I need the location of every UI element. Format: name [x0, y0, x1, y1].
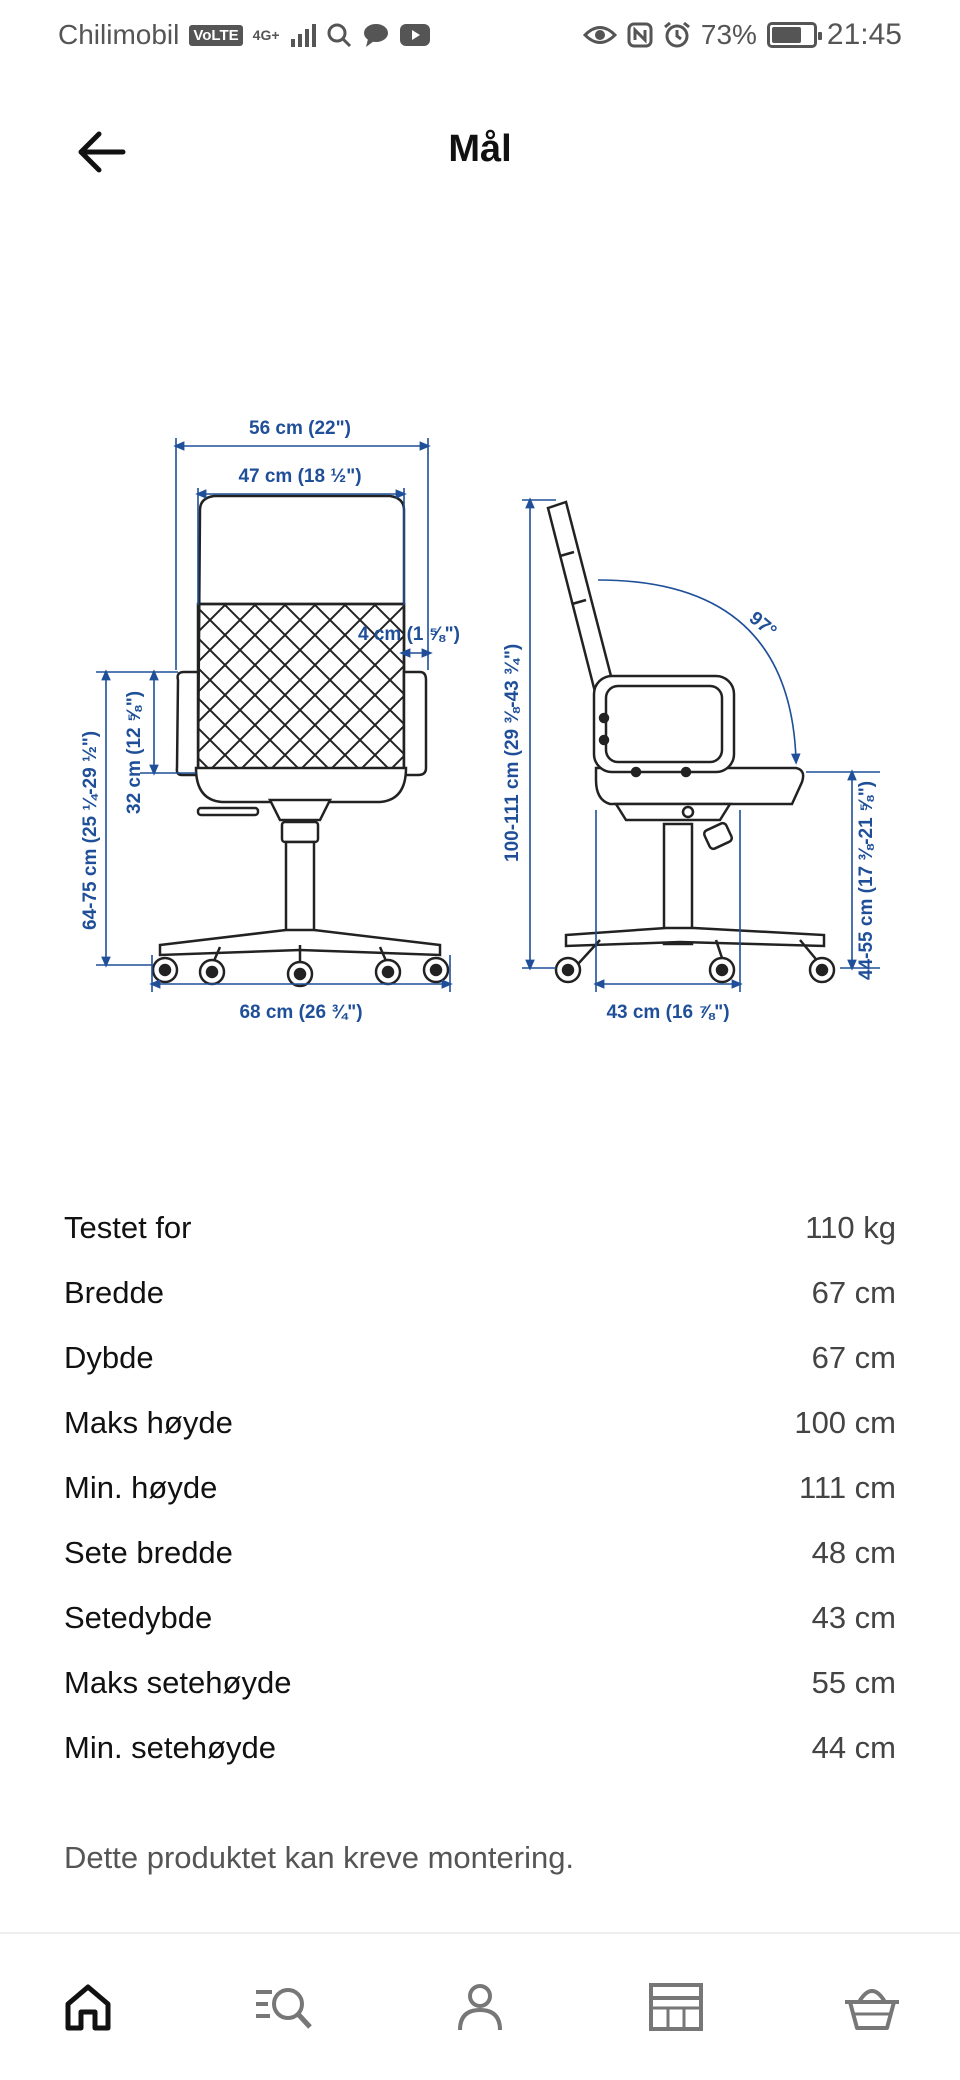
youtube-icon — [400, 24, 430, 46]
dim-seat-height: 44-55 cm (17 ⅜-21 ⅝") — [856, 780, 877, 980]
store-icon — [648, 1982, 704, 2032]
dim-seat-depth: 43 cm (16 ⅞") — [606, 1002, 730, 1023]
search-status-icon — [326, 22, 352, 48]
spec-row — [64, 1260, 896, 1325]
dim-base-width: 68 cm (26 ¾") — [239, 1002, 363, 1023]
spec-label: Maks setehøyde — [64, 1664, 292, 1700]
spec-row — [64, 1715, 896, 1780]
spec-label: Maks høyde — [64, 1404, 233, 1440]
spec-label: Min. setehøyde — [64, 1729, 276, 1765]
header — [0, 100, 960, 204]
specs-list — [64, 1195, 896, 1780]
spec-row — [64, 1455, 896, 1520]
spec-value: 111 cm — [798, 1469, 896, 1505]
dim-recline-angle: 97° — [744, 607, 781, 643]
spec-value: 67 cm — [811, 1274, 896, 1310]
battery-percent: 73% — [700, 19, 757, 50]
dimension-diagram — [0, 380, 960, 1040]
search-list-icon — [254, 1982, 314, 2032]
spec-value: 44 cm — [811, 1729, 896, 1765]
volte-badge: VoLTE — [189, 25, 242, 46]
spec-row — [64, 1195, 896, 1260]
spec-label: Bredde — [64, 1274, 164, 1310]
dim-cushion: 4 cm (1 ⅝") — [358, 624, 460, 645]
eye-icon — [583, 24, 617, 46]
spec-row — [64, 1390, 896, 1455]
carrier-name: Chilimobil — [58, 19, 180, 50]
spec-label: Setedybde — [64, 1599, 213, 1635]
side-view-chair — [548, 502, 834, 982]
spec-row — [64, 1325, 896, 1390]
spec-value: 48 cm — [811, 1534, 896, 1570]
nav-profile[interactable] — [436, 1963, 524, 2051]
spec-label: Sete bredde — [64, 1534, 233, 1570]
network-type: 4G+ — [252, 27, 280, 43]
dim-total-height: 100-111 cm (29 ⅜-43 ¾") — [502, 643, 523, 862]
basket-icon — [843, 1982, 901, 2032]
nav-basket[interactable] — [828, 1963, 916, 2051]
spec-row — [64, 1520, 896, 1585]
spec-row — [64, 1585, 896, 1650]
spec-value: 100 cm — [794, 1404, 896, 1440]
spec-label: Min. høyde — [64, 1469, 218, 1505]
spec-value: 55 cm — [811, 1664, 896, 1700]
home-icon — [63, 1982, 113, 2032]
bottom-nav — [0, 1932, 960, 2080]
spec-label: Dybde — [64, 1339, 154, 1375]
page-title: Mål — [448, 128, 512, 170]
spec-row — [64, 1650, 896, 1715]
nfc-icon — [627, 22, 653, 48]
alarm-icon — [663, 21, 691, 49]
spec-value: 67 cm — [811, 1339, 896, 1375]
dim-width-back: 47 cm (18 ½") — [238, 466, 362, 487]
dim-armrest-height: 32 cm (12 ⅝") — [124, 690, 145, 814]
clock: 21:45 — [826, 18, 902, 51]
status-bar — [0, 0, 960, 70]
nav-search[interactable] — [240, 1963, 328, 2051]
dim-armrest-floor-height: 64-75 cm (25 ¼-29 ½") — [80, 730, 101, 930]
battery-icon — [767, 22, 817, 48]
status-left — [58, 19, 430, 51]
nav-store[interactable] — [632, 1963, 720, 2051]
signal-icon — [290, 23, 316, 47]
spec-value: 110 kg — [805, 1209, 896, 1245]
nav-home[interactable] — [44, 1963, 132, 2051]
chat-bubble-icon — [362, 22, 390, 48]
status-right — [583, 18, 902, 52]
spec-value: 43 cm — [811, 1599, 896, 1635]
profile-icon — [455, 1982, 505, 2032]
assembly-note: Dette produktet kan kreve montering. — [64, 1840, 575, 1875]
dim-width-total: 56 cm (22") — [249, 418, 351, 439]
spec-label: Testet for — [64, 1209, 192, 1245]
